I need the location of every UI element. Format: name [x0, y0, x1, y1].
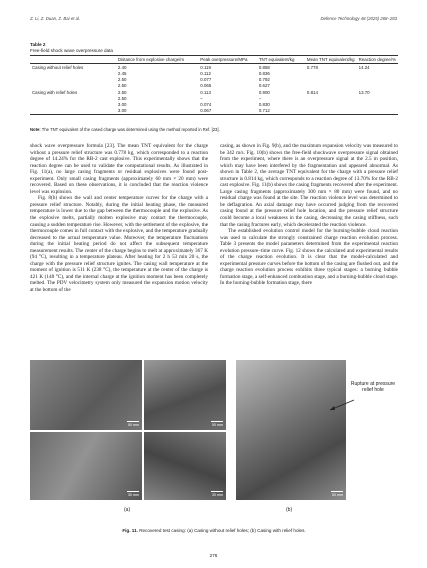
table-cell: 0.119	[200, 64, 211, 70]
table-cell: –	[200, 95, 203, 101]
table-cell: Casing with relief holes	[32, 89, 78, 95]
table-cell: 0.836	[258, 71, 270, 77]
scale-bar	[211, 491, 223, 492]
figure-annotation: Rupture at pressure relief hole	[350, 381, 396, 393]
table-row	[30, 108, 398, 115]
table-cell: 0.792	[258, 77, 270, 83]
figure-caption-text: Recovered test casing: (a) Casing without relief holes; (b) Casing with relief holes.	[139, 528, 306, 533]
header-authors: Z. Li, Z. Duan, Z. Bai et al.	[30, 16, 81, 21]
table-cell: 0.113	[200, 89, 211, 95]
table-header-cell: Mean TNT equivalent/kg	[305, 56, 357, 64]
table-cell: 0.830	[258, 101, 270, 107]
table-cell: 2.50	[117, 83, 127, 89]
figure-11	[30, 360, 398, 520]
header-journal: Defence Technology 48 (2025) 268–283	[320, 16, 397, 21]
overpressure-table	[30, 55, 398, 115]
table-row	[30, 64, 398, 71]
photo-fragment-2	[144, 360, 226, 430]
table-cell: 0.858	[258, 64, 270, 70]
table-note	[30, 127, 220, 132]
table-body	[30, 64, 398, 114]
table-cell: 2.50	[117, 89, 127, 95]
table-cell: 13.70	[358, 89, 370, 95]
figure-caption	[30, 528, 398, 533]
table-cell	[357, 108, 398, 115]
table-cell: 0.778	[306, 64, 318, 70]
photo-fragment-3	[30, 432, 142, 500]
table-cell: 0.077	[200, 77, 212, 83]
photo-fragment-4	[144, 432, 226, 500]
paragraph: Fig. 8(b) shows the wall and center temperature curves for the charge with a pressure relief structure. Notably, during the initial heating phase, the measured temperature is lower due to the gap between the thermocouple and the explosive. As the explosive melts, partially molten explosive may contact the thermocouple, causing a sudden temperature rise. However, with the settlement of the explosive, the thermocouple comes in full contact with the explosive, and the temperature gradually decreased to the actual temperature value. Moreover, the temperature fluctuations during the initial heating period do not affect the subsequent temperature measurement results. The center of the charge begins to melt at approximately 367 K (94 °C), resulting in a temperature plateau. After heating for 2 h 53 min 20 s, the charge with the pressure relief structure ignites. The casing wall temperature at the moment of ignition is 511 K (238 °C), the temperature at the center of the charge is 421 K (148 °C), and the internal charge at the ignition moment has been completely melted. The PDV velocimetry system only measured the expansion motion velocity at the bottom of the	[30, 195, 208, 294]
table-cell: 0.814	[306, 89, 318, 95]
scale-bar	[211, 421, 223, 422]
table-note-label: Note:	[30, 127, 41, 132]
paragraph: The established evolution control model for the burning-bubble cloud reaction was used to calculate the strongly constrained charge reaction evolution process. Table 3 presents the model parameters determined from the experimental reaction evolution pressure–time curve. Fig. 12 shows the calculated and experimental results of the charge reaction evolution. It is clear that the model-calculated and experimental pressure curves before the bottom of the casing are flushed out, and the charge reaction evolution process exhibits three typical stages: a burning bubble formation stage, a self-enhanced combustion stage, and a burning-bubble cloud stage. In the burning-bubble formation stage, there	[220, 228, 398, 287]
table-header-cell: Peak overpressure/MPa	[198, 56, 257, 64]
scale-label: 50 mm	[332, 493, 343, 497]
running-header	[30, 16, 397, 26]
table-cell: 0.112	[200, 71, 211, 77]
scale-bar	[127, 421, 139, 422]
table-header-cell: Distance from explosive charge/m	[116, 56, 198, 64]
table-cell: 2.45	[117, 71, 127, 77]
scale-label: 30 mm	[212, 493, 223, 497]
table-header-cell: Reaction degree/%	[358, 57, 396, 63]
table-cell: 3.00	[116, 108, 198, 115]
scale-bar	[331, 491, 343, 492]
table-label: Table 2	[30, 42, 46, 47]
scale-label: 50 mm	[212, 423, 223, 427]
page-number: 276	[209, 553, 218, 558]
table-note-text: The TNT equivalent of the cased charge was determined using the method reported in Ref. [23].	[41, 127, 220, 132]
scale-bar	[127, 491, 139, 492]
scale-label: 30 mm	[128, 493, 139, 497]
paragraph: shock wave overpressure formula [23]. The mean TNT equivalent for the charge without a pressure relief structure was 0.778 kg, which corresponded to a reaction degree of 14.24% for the RB-2 cast explosive. This experimentally shows that the reaction degree can be used to validate the computational results. As illustrated in Fig. 11(a), no large casing fragments or residual explosives were found post-experiment. Only small casing fragments (approximately 60 mm × 20 mm) were recovered. Based on these observations, it is concluded that the reaction violence level was explosion.	[30, 143, 208, 195]
table-cell: 0.067	[198, 108, 257, 115]
table-cell: 2.40	[117, 64, 127, 70]
table-cell	[30, 108, 116, 115]
figure-caption-label: Fig. 11.	[122, 528, 138, 533]
figure-label-a: (a)	[124, 507, 131, 513]
table-header-cell	[30, 56, 116, 64]
table-caption	[30, 42, 113, 53]
table-cell: –	[258, 95, 262, 101]
table-cell: 3.00	[117, 101, 127, 107]
figure-label-b: (b)	[286, 507, 293, 513]
table-cell	[305, 108, 357, 115]
table-cell: 0.065	[200, 83, 212, 89]
table-cell: 0.712	[257, 108, 305, 115]
photo-fragment-1	[30, 360, 142, 430]
body-column-left	[30, 143, 208, 294]
paragraph: casing, as shown in Fig. 9(b), and the maximum expansion velocity was measured to be 342 m/s. Fig. 10(b) shows the free-field shockwave overpressure signal obtained from the experiment, where there is an overpressure signal at the 2.5 m position, which may have been interfered by the fragmentation and appeared abnormal. As shown in Table 2, the average TNT equivalent for the charge with a pressure relief structure is 0.814 kg, which corresponds to a reaction degree of 13.70% for the RB-2 cast explosive. Fig. 11(b) shows the casing fragments recovered after the experiment. Large casing fragments (approximately 300 mm × 80 mm) were found, and no residual charge was found at the site. The reaction violence level was determined to be deflagration. An axial damage may have occurred judging from the recovered casing found at the pressure relief hole location, and the pressure relief structure could become a local weakness in the casing, decreasing the casing stiffness, such that the casing fractures early, which decelerated the reaction violence.	[220, 143, 398, 228]
table-cell: 2.50	[117, 77, 127, 83]
annotation-arrow	[326, 398, 356, 412]
body-column-right	[220, 143, 398, 287]
table-cell: Casing without relief holes	[32, 64, 84, 70]
table-cell: 0.074	[200, 101, 212, 107]
table-title: Free-field shock wave overpressure data	[30, 47, 113, 53]
scale-label: 50 mm	[128, 423, 139, 427]
table-cell: 14.24	[358, 64, 370, 70]
photo-casing-with-holes	[236, 360, 346, 500]
table-cell: 0.627	[258, 83, 270, 89]
table-cell: 0.900	[258, 89, 270, 95]
table-header-cell: TNT equivalent/kg	[257, 56, 305, 64]
table-header-row	[30, 56, 398, 64]
table-cell: 2.50	[117, 95, 127, 101]
